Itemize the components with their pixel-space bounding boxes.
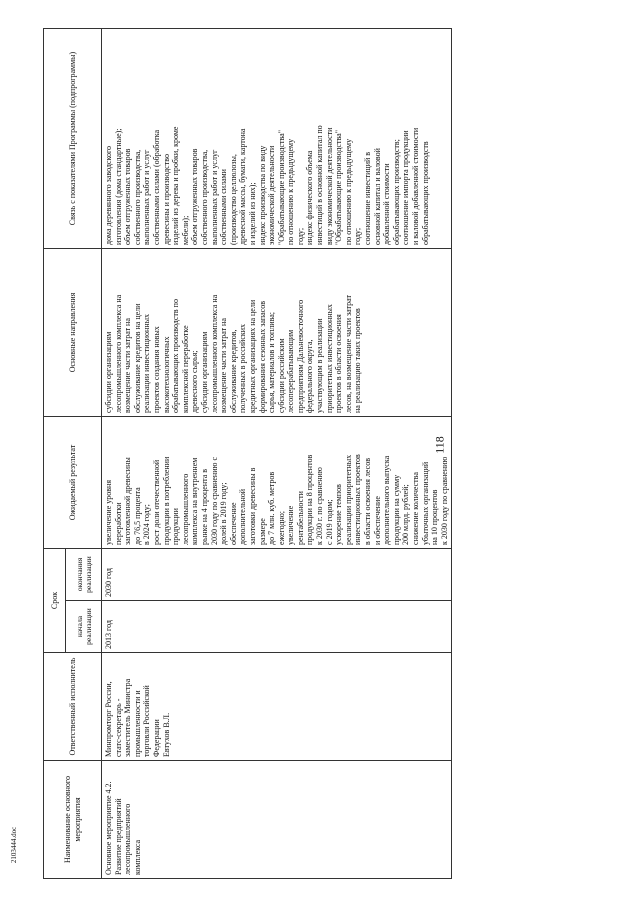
cell-line: добавленной стоимости	[382, 163, 392, 245]
cell-line: собственными силами (обработка	[151, 129, 161, 245]
cell-line: экономической деятельности	[267, 145, 277, 245]
document-code: 2103444.doc	[10, 826, 18, 864]
page-number: 118	[432, 436, 447, 454]
cell-line: и обеспечение	[372, 496, 382, 545]
cell-line: лесопромышленного комплекса на	[113, 294, 123, 413]
table-row	[102, 28, 452, 878]
cell-line: обрабатывающих производств по	[171, 299, 181, 413]
cell-line: объем отгруженных товаров	[190, 148, 200, 245]
cell-line: продукции на сумму	[391, 474, 401, 545]
cell-line: (производство целлюлозы,	[228, 154, 238, 245]
cell-line: субсидии организациям	[199, 331, 209, 413]
cell-end: 2030 год	[102, 548, 452, 600]
cell-link	[102, 28, 452, 248]
cell-executor	[102, 653, 452, 761]
cell-line: реализации инвестиционных	[142, 314, 152, 413]
cell-line: убыточных организаций	[420, 461, 430, 545]
cell-line: с 2019 годом;	[324, 499, 334, 545]
header-name: Наименование основного мероприятия	[44, 761, 102, 879]
cell-line: соотношение инвестиций в	[363, 151, 373, 245]
cell-line: высокотехнологичных	[161, 336, 171, 413]
cell-line: субсидии российским	[276, 338, 286, 413]
header-result: Ожидаемый результат	[44, 416, 102, 548]
cell-line: субсидии организациям	[104, 331, 113, 413]
cell-line: 2030 году по сравнению с	[209, 456, 219, 545]
cell-line: переработки	[113, 502, 123, 545]
cell-line: к 2030 году по сравнению	[439, 456, 449, 545]
cell-line: в области освоения лесов	[363, 458, 373, 545]
cell-line: заготовленной древесины	[123, 457, 133, 545]
cell-line: кредитных организациях на цели	[247, 299, 257, 413]
cell-line: рост доли отечественной	[151, 459, 161, 545]
cell-line: году;	[295, 227, 305, 245]
cell-line: изделий из дерева и пробки, кроме	[171, 126, 181, 245]
cell-line: долей в 2019 году;	[219, 482, 229, 545]
header-directions: Основные направления	[44, 248, 102, 416]
cell-line: формирования сезонных запасов	[257, 301, 267, 413]
cell-line: до 7 млн. куб. метров	[267, 471, 277, 545]
cell-line: индекс производства по виду	[257, 145, 267, 245]
cell-line: проектов создания новых	[151, 326, 161, 413]
cell-line: индекс физического объема	[305, 150, 315, 245]
cell-line: собственного производства,	[199, 149, 209, 245]
cell-line: Основное мероприятие 4.2.	[104, 781, 113, 875]
cell-line: древесины и производство	[161, 154, 171, 245]
cell-directions	[102, 248, 452, 416]
cell-line: комплексной переработке	[180, 325, 190, 413]
cell-line: Евтухов В.Л.	[161, 712, 171, 757]
cell-line: промышленности и	[132, 690, 142, 757]
cell-line: лесопромышленного комплекса на	[209, 294, 219, 413]
cell-line: реализации приоритетных	[343, 454, 353, 545]
cell-line: Развитие предприятий	[113, 798, 123, 875]
cell-line: проектов в области освоения	[334, 314, 344, 413]
cell-line: дополнительного выпуска	[382, 455, 392, 545]
cell-line: торговли Российской	[142, 685, 152, 757]
cell-line: обрабатывающих производств;	[391, 139, 401, 245]
cell-line: мебели);	[180, 215, 190, 245]
cell-line: лесопромышленного	[123, 803, 133, 875]
cell-line: рентабельности	[295, 491, 305, 545]
cell-line: Федерации	[151, 719, 161, 757]
cell-line: выполненных работ и услуг	[142, 149, 152, 245]
cell-line: в 2024 году;	[142, 504, 152, 545]
cell-line: и изделий из них);	[247, 182, 257, 245]
cell-line: лесопромышленного	[180, 473, 190, 545]
cell-line: лесоперерабатывающим	[286, 329, 296, 413]
cell-line: комплекса на внутреннем	[190, 457, 200, 545]
cell-result	[102, 416, 452, 548]
cell-line: и валовой добавленной стоимости	[411, 127, 420, 245]
cell-line: до 76,5 процента	[132, 487, 142, 545]
cell-line: федерального округа,	[305, 339, 315, 413]
cell-line: виду экономической деятельности	[324, 127, 334, 245]
cell-line: приоритетных инвестиционных	[324, 304, 334, 413]
cell-line: снижение количества	[411, 472, 420, 545]
cell-line: возмещение части затрат на	[123, 318, 133, 413]
cell-line: продукции на 8 процентов	[305, 454, 315, 545]
cell-start: 2013 год	[102, 601, 452, 653]
cell-line: "Обрабатывающие производства"	[334, 130, 344, 245]
cell-line: обслуживание кредитов на цели	[132, 303, 142, 413]
cell-line: увеличение	[286, 505, 296, 545]
cell-line: на 10 процентов	[430, 489, 440, 545]
cell-line: Минпромторг России,	[104, 681, 113, 757]
cell-line: обрабатывающих производств	[420, 141, 430, 245]
cell-line: собственного производства,	[132, 149, 142, 245]
cell-line: обслуживание кредитов,	[228, 329, 238, 413]
cell-line: основной капитал и валовой	[372, 148, 382, 245]
cell-line: заготовки древесины в	[247, 467, 257, 545]
cell-line: дополнительной	[238, 488, 248, 545]
cell-line: инвестиций в основной капитал по	[315, 125, 325, 245]
cell-line: инвестиционных проектов	[353, 454, 363, 545]
header-term: Срок	[44, 548, 66, 652]
cell-line: комплекса	[132, 839, 142, 875]
cell-line: по отношению к предыдущему	[286, 138, 296, 245]
cell-line: полученных в российских	[238, 323, 248, 413]
cell-line: дома деревянного заводского	[104, 145, 113, 245]
cell-line: заместитель Министра	[123, 678, 133, 757]
cell-line: по отношению к предыдущему	[343, 138, 353, 245]
header-start: начала реализации	[66, 601, 102, 653]
cell-line: рынке на 4 процента в	[199, 468, 209, 545]
cell-line: 200 млрд. рублей;	[401, 484, 411, 545]
header-end: окончания реализации	[66, 548, 102, 600]
cell-line: обеспечение	[228, 502, 238, 545]
cell-line: ускорение темпов	[334, 484, 344, 545]
cell-line: году;	[353, 227, 363, 245]
cell-line: соотношение импорта продукции	[401, 130, 411, 245]
cell-line: древесной массы, бумаги, картона	[238, 128, 248, 245]
cell-line: изготовления (дома стандартные);	[113, 128, 123, 245]
cell-line: ежегодно;	[276, 511, 286, 545]
header-executor: Ответственный исполнитель	[44, 653, 102, 761]
cell-line: древесного сырья;	[190, 350, 200, 413]
cell-line: продукции в потреблении	[161, 456, 171, 545]
cell-line: продукции	[171, 508, 181, 545]
program-table	[43, 28, 452, 879]
cell-line: на реализацию таких проектов	[353, 308, 363, 413]
cell-line: лесов, на возмещение части затрат	[343, 295, 353, 413]
cell-name	[102, 761, 452, 879]
cell-line: участвующим в реализации	[315, 318, 325, 413]
cell-line: сырья, материалов и топлива;	[267, 311, 277, 413]
cell-line: возмещение части затрат на	[219, 318, 229, 413]
cell-line: объем отгруженных товаров	[123, 148, 133, 245]
cell-line: собственными силами	[219, 169, 229, 245]
cell-line: к 2030 г. по сравнению	[315, 467, 325, 545]
cell-line: размере	[257, 518, 267, 545]
cell-line: увеличение уровня	[104, 480, 113, 545]
cell-line: предприятиям Дальневосточного	[295, 299, 305, 413]
cell-line: статс-секретарь -	[113, 698, 123, 757]
header-link: Связь с показателями Программы (подпрограммы)	[44, 28, 102, 248]
cell-line: выполненных работ и услуг	[209, 149, 219, 245]
cell-line: "Обрабатывающие производства"	[276, 130, 286, 245]
